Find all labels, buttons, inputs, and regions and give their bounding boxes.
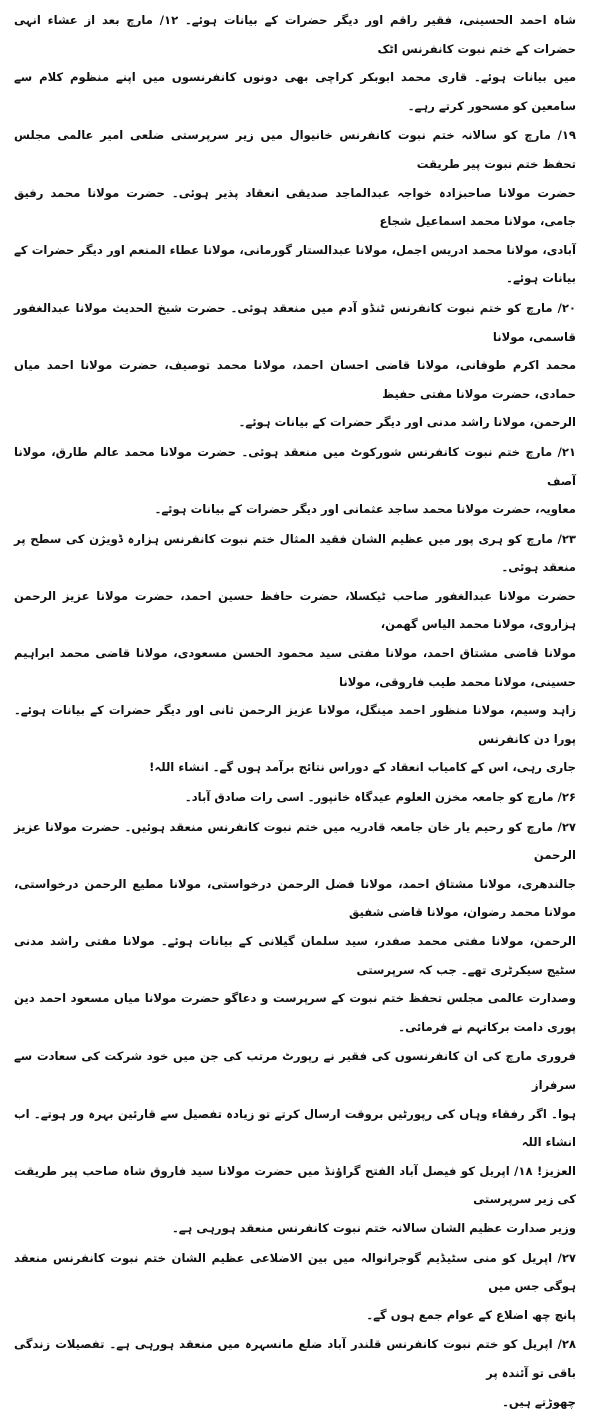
paragraph-5: ۲۳/ مارچ کو ہری پور میں عظیم الشان فقید المثال ختم نبوت کانفرنس ہزارہ ڈویژن کی سطح پر منعقد ہوئی۔ حضرت مولانا عبدالغفور صاحب ٹیکسلا، حضرت حافظ حسین احمد، حضرت مولانا عزیز الرحمن ہزاروی، مولانا محمد الیاس گھمن، مولانا قاضی مشتاق احمد، مولانا مفتی سید محمود الحسن مسعودی، مولانا قاضی محمد ابراہیم حسینی، مولانا محمد طیب فاروقی، مولانا زاہد وسیم، مولانا منظور احمد مینگل، مولانا عزیز الرحمن ثانی اور دیگر حضرات کے بیانات ہوئے۔ پورا دن کانفرنس جاری رہی، اس کے کامیاب انعقاد کے دوراس نتائج برآمد ہوں گے۔ انشاء اللہ!	[14, 531, 576, 775]
paragraph-3: ۲۰/ مارچ کو ختم نبوت کانفرنس ٹنڈو آدم میں منعقد ہوئی۔ حضرت شیخ الحدیث مولانا عبدالغفور قاسمی، مولانا محمد اکرم طوفانی، مولانا قاضی احسان احمد، مولانا محمد توصیف، حضرت مولانا احمد میاں حمادی، حضرت مولانا مفتی حفیظ الرحمن، مولانا راشد مدنی اور دیگر حضرات کے بیانات ہوئے۔	[14, 300, 576, 430]
paragraph-9: ۲۷/ اپریل کو منی سٹیڈیم گوجرانوالہ میں بین الاضلاعی عظیم الشان ختم نبوت کانفرنس منعقد ہوگی جس میں پانچ چھ اضلاع کے عوام جمع ہوں گے۔	[14, 1250, 576, 1322]
paragraph-10: ۲۸/ اپریل کو ختم نبوت کانفرنس قلندر آباد ضلع مانسہرہ میں منعقد ہورہی ہے۔ تفصیلات زندگی باقی تو آئندہ پر چھوڑتے ہیں۔	[14, 1337, 576, 1409]
paragraph-8: فروری مارچ کی ان کانفرنسوں کی فقیر نے رپورٹ مرتب کی جن میں خود شرکت کی سعادت سے سرفراز ہوا۔ اگر رفقاء وہاں کی رپورٹیں بروقت ارسال کرتے تو زیادہ تفصیل سے قارئین بہرہ ور ہوتے۔ اب انشاء اللہ العزیز! ۱۸/ اپریل کو فیصل آباد الفتح گراؤنڈ میں حضرت مولانا سید فاروق شاہ صاحب پیر طریقت کی زیر سرپرستی وزیر صدارت عظیم الشان سالانہ ختم نبوت کانفرنس منعقد ہورہی ہے۔	[14, 1049, 576, 1235]
paragraph-1: شاہ احمد الحسینی، فقیر راقم اور دیگر حضرات کے بیانات ہوئے۔ ۱۲/ مارچ بعد از عشاء انہی حضرات کے ختم نبوت کانفرنس اٹک میں بیانات ہوئے۔ قاری محمد ابوبکر کراچی بھی دونوں کانفرنسوں میں اپنے منظوم کلام سے سامعین کو مسحور کرتے رہے۔	[14, 13, 576, 113]
paragraph-7: ۲۷/ مارچ کو رحیم یار خان جامعہ قادریہ میں ختم نبوت کانفرنس منعقد ہوئیں۔ حضرت مولانا عزیز الرحمن جالندھری، مولانا مشتاق احمد، مولانا فضل الرحمن درخواستی، مولانا مطیع الرحمن درخواستی، مولانا محمد رضوان، مولانا قاضی شفیق الرحمن، مولانا مفتی محمد صفدر، سید سلمان گیلانی کے بیانات ہوئے۔ مولانا مفتی راشد مدنی سٹیج سیکرٹری تھے۔ جب کہ سرپرستی وصدارت عالمی مجلس تحفظ ختم نبوت کے سرپرست و دعاگو حضرت مولانا میاں مسعود احمد دین پوری دامت برکاتہم نے فرمائی۔	[14, 819, 576, 1034]
paragraph-2: ۱۹/ مارچ کو سالانہ ختم نبوت کانفرنس خانیوال میں زیر سرپرستی ضلعی امیر عالمی مجلس تحفظ ختم نبوت پیر طریقت حضرت مولانا صاحبزادہ خواجہ عبدالماجد صدیقی انعقاد پذیر ہوئی۔ حضرت مولانا محمد رفیق جامی، مولانا محمد اسماعیل شجاع آبادی، مولانا محمد ادریس اجمل، مولانا عبدالستار گورمانی، مولانا عطاء المنعم اور دیگر حضرات کے بیانات ہوئے۔	[14, 128, 576, 286]
paragraph-4: ۲۱/ مارچ ختم نبوت کانفرنس شورکوٹ میں منعقد ہوئی۔ حضرت مولانا محمد عالم طارق، مولانا آصف معاویہ، حضرت مولانا محمد ساجد عثمانی اور دیگر حضرات کے بیانات ہوئے۔	[14, 444, 576, 517]
paragraph-6: ۲۶/ مارچ کو جامعہ مخزن العلوم عیدگاہ خانپور۔ اسی رات صادق آباد۔	[184, 790, 576, 805]
